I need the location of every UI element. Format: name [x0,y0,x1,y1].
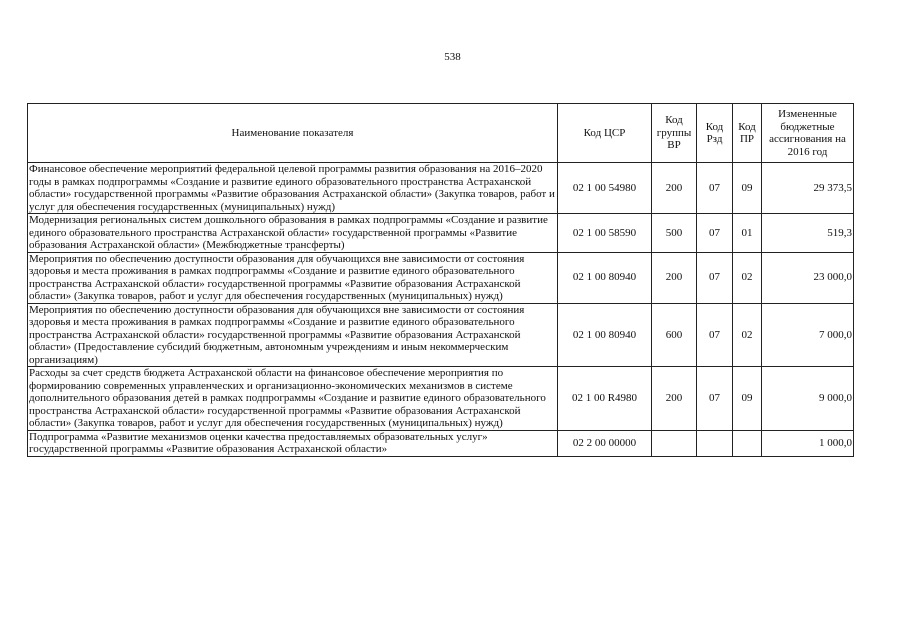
row-vr: 200 [652,252,697,303]
table-row [28,430,854,456]
table-row [28,214,854,253]
row-vr [652,430,697,456]
row-name: Мероприятия по обеспечению доступности образования для обучающихся вне зависимости от состояния здоровья и места проживания в рамках подпрограммы «Создание и развитие единого образовательного пространства Астраханской области» государственной программы «Развитие образования Астраханской области» (Предоставление субсидий бюджетным, автономным учреждениям и иным некоммерческим организациям) [28,303,558,367]
table-row [28,367,854,431]
row-csr: 02 2 00 00000 [558,430,652,456]
row-csr: 02 1 00 54980 [558,163,652,214]
row-pr: 02 [733,303,762,367]
row-name: Мероприятия по обеспечению доступности образования для обучающихся вне зависимости от состояния здоровья и места проживания в рамках подпрограммы «Создание и развитие единого образовательного пространства Астраханской области» государственной программы «Развитие образования Астраханской области» (Закупка товаров, работ и услуг для обеспечения государственных (муниципальных) нужд) [28,252,558,303]
header-pr: Код ПР [733,104,762,163]
table-row [28,252,854,303]
header-rzd: Код Рзд [697,104,733,163]
row-pr [733,430,762,456]
row-amount: 519,3 [762,214,854,253]
header-csr: Код ЦСР [558,104,652,163]
row-csr: 02 1 00 80940 [558,252,652,303]
table-row [28,303,854,367]
header-amount: Измененные бюджетные ассигнования на 2016 год [762,104,854,163]
row-amount: 29 373,5 [762,163,854,214]
row-pr: 09 [733,163,762,214]
row-csr: 02 1 00 58590 [558,214,652,253]
row-pr: 01 [733,214,762,253]
row-csr: 02 1 00 R4980 [558,367,652,431]
row-rzd [697,430,733,456]
row-vr: 200 [652,367,697,431]
budget-table [27,103,854,457]
row-name: Подпрограмма «Развитие механизмов оценки качества предоставляемых образовательных услуг» государственной программы «Развитие образования Астраханской области» [28,430,558,456]
row-amount: 1 000,0 [762,430,854,456]
row-rzd: 07 [697,214,733,253]
row-name: Модернизация региональных систем дошкольного образования в рамках подпрограммы «Создание и развитие единого образовательного пространства Астраханской области» государственной программы «Развитие образования Астраханской области» (Межбюджетные трансферты) [28,214,558,253]
row-vr: 500 [652,214,697,253]
row-csr: 02 1 00 80940 [558,303,652,367]
row-pr: 02 [733,252,762,303]
table-row [28,163,854,214]
row-vr: 200 [652,163,697,214]
row-name: Финансовое обеспечение мероприятий федеральной целевой программы развития образования на 2016–2020 годы в рамках подпрограммы «Создание и развитие единого образовательного пространства Астраханской области» государственной программы «Развитие образования Астраханской области» (Закупка товаров, работ и услуг для обеспечения государственных (муниципальных) нужд) [28,163,558,214]
row-rzd: 07 [697,367,733,431]
row-rzd: 07 [697,303,733,367]
row-rzd: 07 [697,252,733,303]
row-vr: 600 [652,303,697,367]
row-rzd: 07 [697,163,733,214]
row-name: Расходы за счет средств бюджета Астраханской области на финансовое обеспечение мероприятия по формированию современных управленческих и организационно-экономических механизмов в системе дополнительного образования детей в рамках подпрограммы «Создание и развитие единого образовательного пространства Астраханской области» государственной программы «Развитие образования Астраханской области» (Закупка товаров, работ и услуг для обеспечения государственных (муниципальных) нужд) [28,367,558,431]
table-header-row [28,104,854,163]
header-name: Наименование показателя [28,104,558,163]
row-amount: 9 000,0 [762,367,854,431]
page-number: 538 [444,51,461,63]
header-vr: Код группы ВР [652,104,697,163]
row-amount: 23 000,0 [762,252,854,303]
row-pr: 09 [733,367,762,431]
row-amount: 7 000,0 [762,303,854,367]
